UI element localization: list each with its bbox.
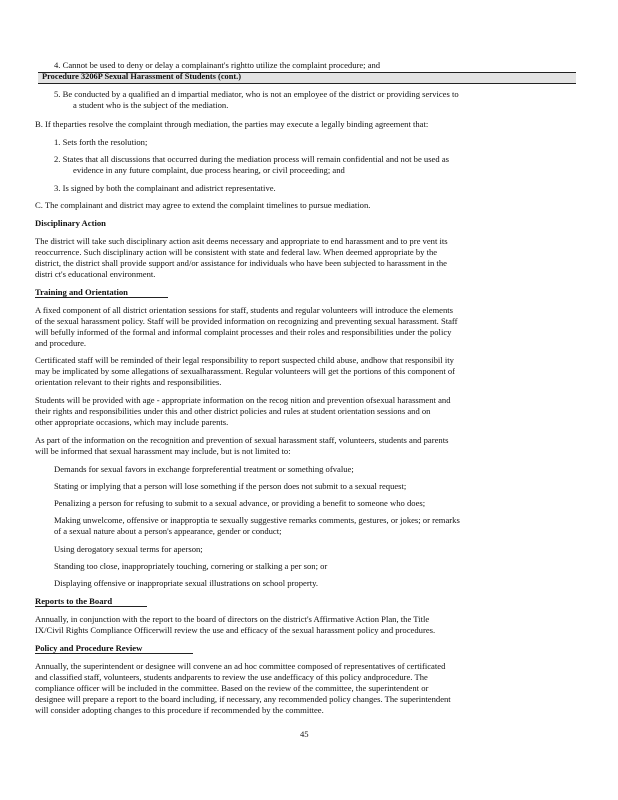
disciplinary-line-4: distri ct's educational environment. (35, 269, 156, 279)
training-p2-line-1: Certificated staff will be reminded of their legal responsibility to report suspected child abuse, andhow that responsibil ity (35, 355, 454, 365)
bullet-glyph (35, 544, 41, 553)
heading-underline (35, 606, 147, 607)
list-item: Displaying offensive or inappropriate sexual illustrations on school property. (54, 578, 318, 588)
list-item: Using derogatory sexual terms for aperson; (54, 544, 203, 554)
bullet-glyph (35, 481, 41, 490)
policy-line-3: compliance officer will be included in the committee. Based on the review of the committee, the superintendent or (35, 683, 429, 693)
training-p3-line-2: their rights and responsibilities under this and other district policies and rules at student orientation sessions and on (35, 406, 431, 416)
heading-training-orientation: Training and Orientation (35, 287, 128, 297)
list-item-5: 5. Be conducted by a qualified an d impartial mediator, who is not an employee of the district or providing services to (54, 89, 459, 99)
heading-underline (35, 297, 168, 298)
training-p1-line-1: A fixed component of all district orientation sessions for staff, students and regular volunteers will introduce the elements (35, 305, 453, 315)
training-p4-line-1: As part of the information on the recognition and prevention of sexual harassment staff, volunteers, students and parents (35, 435, 449, 445)
training-p3-line-1: Students will be provided with age - appropriate information on the recog nition and prevention ofsexual harassment and (35, 395, 451, 405)
heading-policy-procedure-review: Policy and Procedure Review (35, 643, 143, 653)
item-b-2: 2. States that all discussions that occurred during the mediation process will remain confidential and not be used as (54, 154, 449, 164)
list-item-cont: of a sexual nature about a person's appearance, gender or conduct; (54, 526, 282, 536)
training-p1-line-2: of the sexual harassment policy. Staff will be provided information on recognizing and preventing sexual harassment. Staff (35, 316, 458, 326)
training-p1-line-3: will befully informed of the formal and informal complaint processes and their roles and responsibilities under the policy (35, 327, 452, 337)
disciplinary-line-2: reoccurrence. Such disciplinary action will be consistent with state and federal law. When deemed appropriate by the (35, 247, 438, 257)
bullet-glyph (35, 515, 41, 524)
training-p1-line-4: and procedure. (35, 338, 87, 348)
disciplinary-line-3: district, the district shall provide support and/or assistance for individuals who have been subjected to harassment in the (35, 258, 447, 268)
training-p4-line-2: will be informed that sexual harassment may include, but is not limited to: (35, 446, 291, 456)
item-b: B. If theparties resolve the complaint through mediation, the parties may execute a legally binding agreement that: (35, 119, 429, 129)
policy-line-4: designee will prepare a report to the board including, if necessary, any recommended policy changes. The superintendent (35, 694, 451, 704)
reports-line-1: Annually, in conjunction with the report to the board of directors on the district's Affirmative Action Plan, the Title (35, 614, 430, 624)
training-p3-line-3: other appropriate occasions, which may include parents. (35, 417, 229, 427)
list-item: Demands for sexual favors in exchange forpreferential treatment or something ofvalue; (54, 464, 354, 474)
list-item-5-cont: a student who is the subject of the mediation. (73, 100, 229, 110)
item-b-2-cont: evidence in any future complaint, due process hearing, or civil proceeding; and (73, 165, 345, 175)
bullet-glyph (35, 464, 41, 473)
bullet-glyph (35, 578, 41, 587)
disciplinary-line-1: The district will take such disciplinary action asit deems necessary and appropriate to end harassment and to pre vent its (35, 236, 448, 246)
training-p2-line-3: orientation relevant to their rights and responsibilities. (35, 377, 222, 387)
policy-line-1: Annually, the superintendent or designee will convene an ad hoc committee composed of representatives of certificated (35, 661, 446, 671)
item-b-3: 3. Is signed by both the complainant and adistrict representative. (54, 183, 276, 193)
list-item: Making unwelcome, offensive or inapproptia te sexually suggestive remarks comments, gestures, or jokes; or remarks (54, 515, 460, 525)
procedure-header-bar (38, 72, 576, 84)
policy-line-5: will consider adopting changes to this procedure if recommended by the committee. (35, 705, 324, 715)
training-p2-line-2: may be implicated by some allegations of sexualharassment. Regular volunteers will get the portions of this component of (35, 366, 456, 376)
heading-reports-to-board: Reports to the Board (35, 596, 113, 606)
bullet-glyph (35, 561, 41, 570)
item-b-1: 1. Sets forth the resolution; (54, 137, 148, 147)
heading-underline (35, 653, 193, 654)
list-item-4: 4. Cannot be used to deny or delay a complainant's rightto utilize the complaint procedure; and (54, 60, 381, 70)
list-item: Penalizing a person for refusing to submit to a sexual advance, or providing a benefit to someone who does; (54, 498, 426, 508)
item-c: C. The complainant and district may agree to extend the complaint timelines to pursue mediation. (35, 200, 371, 210)
bullet-glyph (35, 498, 41, 507)
policy-line-2: and classified staff, volunteers, students andparents to review the use andefficacy of this policy andprocedure. The (35, 672, 428, 682)
list-item: Standing too close, inappropriately touching, cornering or stalking a per son; or (54, 561, 328, 571)
page-number: 45 (300, 729, 309, 739)
heading-disciplinary-action: Disciplinary Action (35, 218, 106, 228)
list-item: Stating or implying that a person will lose something if the person does not submit to a sexual request; (54, 481, 407, 491)
reports-line-2: IX/Civil Rights Compliance Officerwill review the use and efficacy of the sexual harassment policy and procedures. (35, 625, 436, 635)
procedure-header-text: Procedure 3206P Sexual Harassment of Students (cont.) (42, 72, 242, 81)
